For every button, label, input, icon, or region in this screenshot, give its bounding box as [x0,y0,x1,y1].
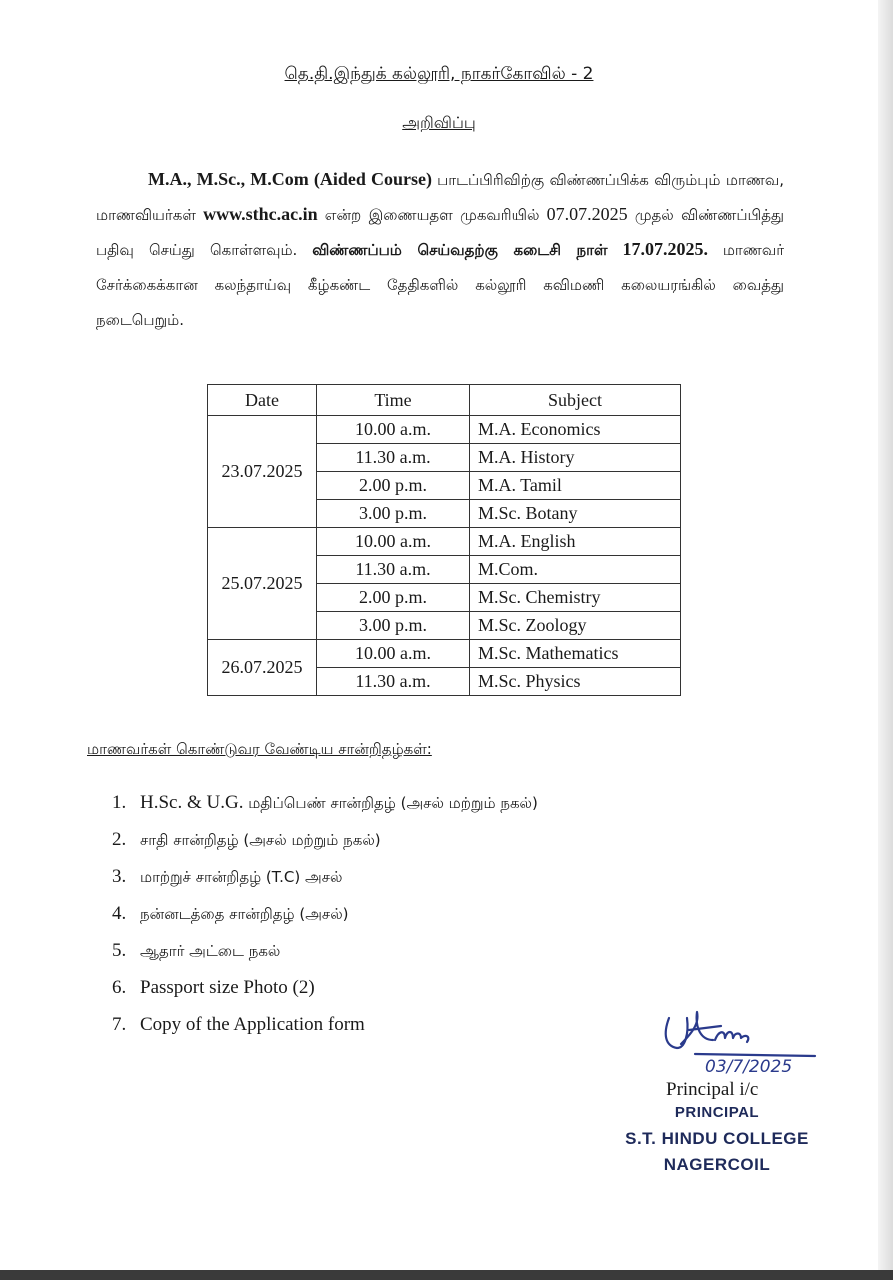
stamp-line-college: S.T. HINDU COLLEGE [625,1129,809,1148]
col-header-subject: Subject [470,385,681,416]
date-cell: 26.07.2025 [208,640,317,696]
start-date: 07.07.2025 [546,204,628,224]
subject-cell: M.Sc. Mathematics [470,640,681,668]
signature-strokes [666,1012,815,1056]
stamp-line-place: NAGERCOIL [663,1155,771,1174]
item-number: 7. [112,1014,127,1035]
col-header-time: Time [317,385,470,416]
intro-text-4: விண்ணப்பம் செய்வதற்கு கடைசி நாள் [312,241,608,259]
item-text-ta: ஆதார் அட்டை நகல் [140,942,281,960]
time-cell: 3.00 p.m. [317,612,470,640]
principal-handwritten: Principal i/c [666,1079,759,1100]
list-item [112,969,538,1006]
table-row [208,416,681,444]
item-text-ta: மதிப்பெண் சான்றிதழ் (அசல் மற்றும் நகல்) [248,794,538,812]
time-cell: 2.00 p.m. [317,584,470,612]
subject-cell: M.A. English [470,528,681,556]
courses-text: M.A., M.Sc., M.Com (Aided Course) [148,169,432,189]
item-text-en: Copy of the Application form [140,1014,365,1035]
item-text-en: Passport size Photo (2) [140,977,315,998]
table-header-row [208,385,681,416]
item-number: 1. [112,792,127,813]
page-edge-shadow [878,0,893,1280]
signature-date: 03/7/2025 [705,1057,793,1077]
handwritten-signature [655,1004,835,1084]
time-cell: 2.00 p.m. [317,472,470,500]
subject-cell: M.Sc. Chemistry [470,584,681,612]
item-number: 4. [112,903,127,924]
list-item [112,932,538,969]
date-cell: 25.07.2025 [208,528,317,640]
time-cell: 10.00 a.m. [317,416,470,444]
subject-cell: M.A. History [470,444,681,472]
list-item [112,895,538,932]
intro-text-2: என்ற இணையதள முகவரியில் [324,206,540,224]
time-cell: 10.00 a.m. [317,528,470,556]
subject-cell: M.Sc. Zoology [470,612,681,640]
time-cell: 11.30 a.m. [317,668,470,696]
subject-cell: M.A. Economics [470,416,681,444]
item-text-en: H.Sc. & U.G. [140,792,244,813]
list-item [112,1006,538,1043]
time-cell: 3.00 p.m. [317,500,470,528]
table-row [208,640,681,668]
page-bottom-border [0,1270,893,1280]
notice-paragraph [96,162,784,337]
website-text: www.sthc.ac.in [203,204,318,224]
time-cell: 11.30 a.m. [317,444,470,472]
documents-list [112,784,538,1043]
time-cell: 10.00 a.m. [317,640,470,668]
time-cell: 11.30 a.m. [317,556,470,584]
list-item [112,858,538,895]
list-item [112,821,538,858]
item-number: 3. [112,866,127,887]
documents-title: மாணவர்கள் கொண்டுவர வேண்டிய சான்றிதழ்கள்: [87,740,432,758]
subject-cell: M.Com. [470,556,681,584]
table-row [208,528,681,556]
stamp-line-principal: PRINCIPAL [674,1104,760,1121]
subject-cell: M.Sc. Physics [470,668,681,696]
list-item [112,784,538,821]
college-heading: தெ.தி.இந்துக் கல்லூரி, நாகர்கோவில் - 2 [284,64,594,84]
col-header-date: Date [208,385,317,416]
item-number: 6. [112,977,127,998]
intro-text-5: மாணவர் சேர்க்கைக்கான கலந்தாய்வு கீழ்கண்ட தேதிகளில் கல்லூரி கவிமணி கலையரங்கில் வைத்து நடைபெறும். [96,241,785,329]
item-number: 2. [112,829,127,850]
date-cell: 23.07.2025 [208,416,317,528]
subject-cell: M.A. Tamil [470,472,681,500]
item-text-ta: நன்னடத்தை சான்றிதழ் (அசல்) [140,905,349,923]
item-number: 5. [112,940,127,961]
schedule-table [207,384,681,696]
item-text-ta: சாதி சான்றிதழ் (அசல் மற்றும் நகல்) [140,831,381,849]
subject-cell: M.Sc. Botany [470,500,681,528]
intro-text-1: பாடப்பிரிவிற்கு விண்ணப்பிக்க விரும்பும் மாணவ, மாணவியர்கள் [96,171,785,224]
last-date: 17.07.2025. [622,239,708,259]
item-text-ta: மாற்றுச் சான்றிதழ் (T.C) அசல் [140,868,343,886]
intro-text-3: முதல் விண்ணப்பித்து பதிவு செய்து கொள்ளவும். [96,206,785,259]
college-stamp [612,1100,822,1178]
notice-title: அறிவிப்பு [402,113,476,132]
